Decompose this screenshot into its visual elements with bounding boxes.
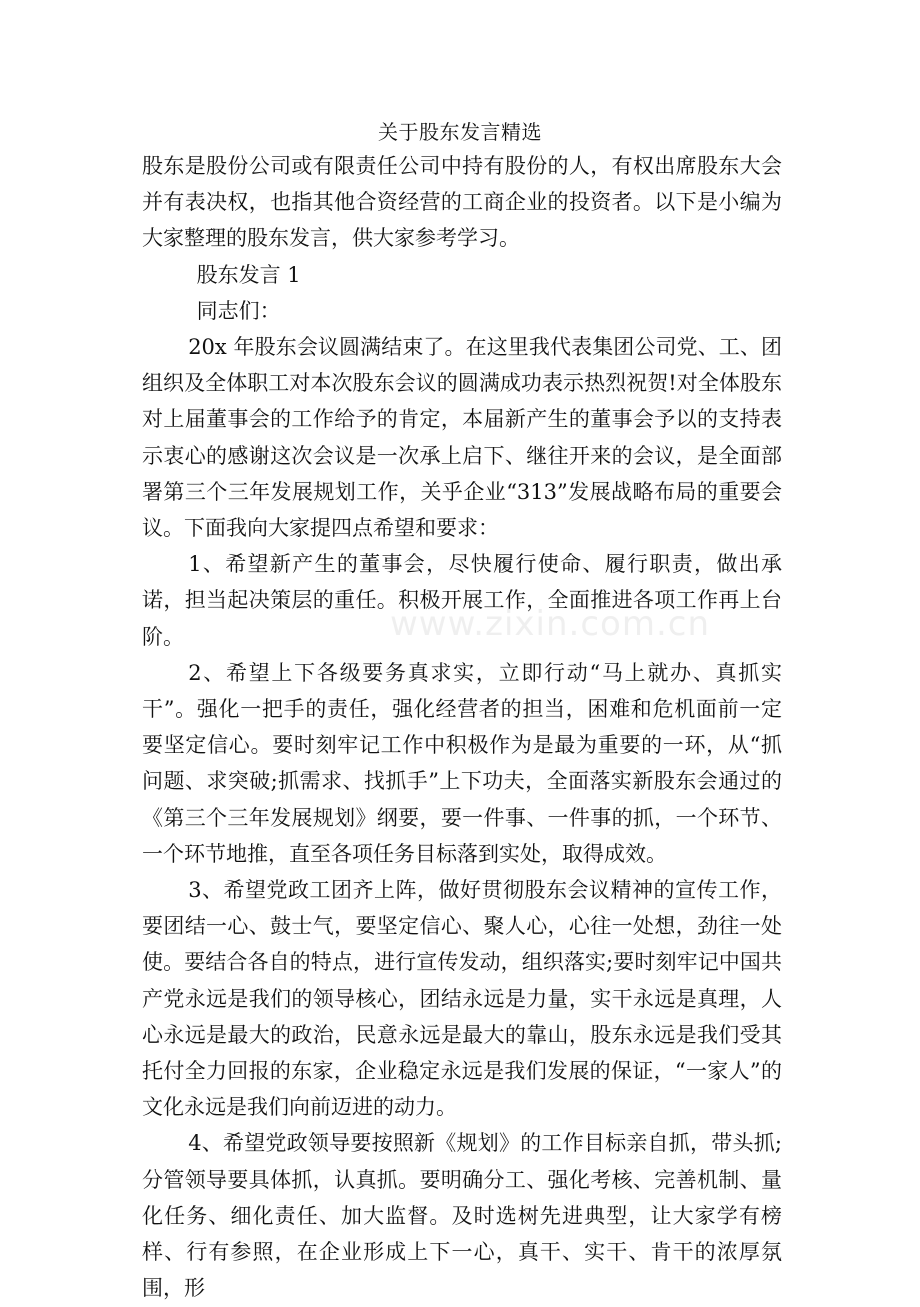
body-paragraph: 4、希望党政领导要按照新《规划》的工作目标亲自抓，带头抓;分管领导要具体抓，认真抓。要明确分工、强化考核、完善机制、量化任务、细化责任、加大监督。及时选树先进典型，让大家学有榜样、行有参照，在企业形成上下一心，真干、实干、肯干的浓厚氛围，形: [142, 1131, 782, 1301]
watermark: www.zixin.com.cn: [390, 604, 710, 644]
body-paragraph: 1、希望新产生的董事会，尽快履行使命、履行职责，做出承诺，担当起决策层的重任。积极开展工作，全面推进各项工作再上台阶。: [142, 552, 782, 649]
body-paragraph: 20x 年股东会议圆满结束了。在这里我代表集团公司党、工、团组织及全体职工对本次股东会议的圆满成功表示热烈祝贺!对全体股东对上届董事会的工作给予的肯定，本届新产生的董事会予以的支持表示衷心的感谢这次会议是一次承上启下、继往开来的会议，是全面部署第三个三年发展规划工作，关乎企业“313”发展战略布局的重要会议。下面我向大家提四点希望和要求：: [142, 335, 782, 541]
body-paragraph: 3、希望党政工团齐上阵，做好贯彻股东会议精神的宣传工作，要团结一心、鼓士气，要坚定信心、聚人心，心往一处想，劲往一处使。要结合各自的特点，进行宣传发动，组织落实;要时刻牢记中国共产党永远是我们的领导核心，团结永远是力量，实干永远是真理，人心永远是最大的政治，民意永远是最大的靠山，股东永远是我们受其托付全力回报的东家，企业稳定永远是我们发展的保证，“一家人”的文化永远是我们向前迈进的动力。: [142, 878, 782, 1120]
salutation: 同志们：: [196, 298, 281, 323]
body-paragraph: 2、希望上下各级要务真求实，立即行动“马上就办、真抓实干”。强化一把手的责任，强化经营者的担当，困难和危机面前一定要坚定信心。要时刻牢记工作中积极作为是最为重要的一环，从“抓问题、求突破;抓需求、找抓手”上下功夫，全面落实新股东会通过的《第三个三年发展规划》纲要，要一件事、一件事的抓，一个环节、一个环节地推，直至各项任务目标落到实处，取得成效。: [142, 660, 782, 866]
section-heading: 股东发言 1: [196, 262, 301, 287]
intro-paragraph: 股东是股份公司或有限责任公司中持有股份的人，有权出席股东大会并有表决权，也指其他合资经营的工商企业的投资者。以下是小编为大家整理的股东发言，供大家参考学习。: [142, 154, 782, 251]
document-body: [142, 148, 782, 1307]
document-title: 关于股东发言精选: [378, 120, 542, 144]
